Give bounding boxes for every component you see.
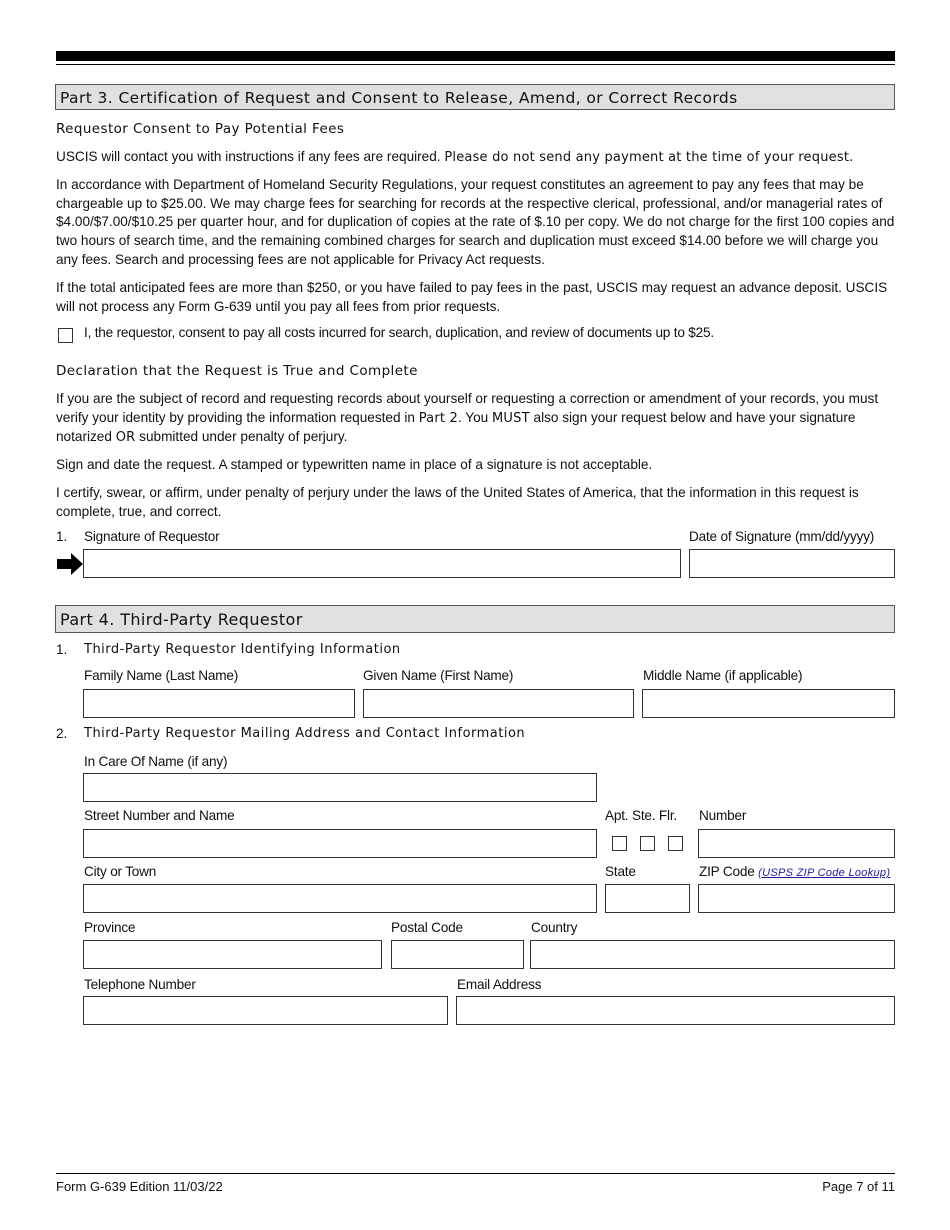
postal-code-field[interactable] <box>391 940 524 969</box>
decl-text-c: also sign your request below and have your signature notarized <box>56 409 856 445</box>
fees-paragraph-1 <box>56 148 896 168</box>
footer-rule <box>56 1173 895 1174</box>
or-emphasis: OR <box>115 430 136 446</box>
part4-item-1-number: 1. <box>56 642 68 657</box>
consent-checkbox[interactable] <box>58 328 73 343</box>
consent-checkbox-label: I, the requestor, consent to pay all costs incurred for search, duplication, and review of documents up to $25. <box>84 325 714 340</box>
part4-item-2-number: 2. <box>56 726 68 741</box>
telephone-field[interactable] <box>83 996 448 1025</box>
given-name-field[interactable] <box>363 689 634 718</box>
state-select[interactable] <box>605 884 690 913</box>
declaration-paragraph-2: Sign and date the request. A stamped or typewritten name in place of a signature is not acceptable. <box>56 457 653 472</box>
apt-checkbox[interactable] <box>612 836 627 851</box>
in-care-of-label: In Care Of Name (if any) <box>84 754 228 769</box>
province-label: Province <box>84 920 136 935</box>
number-label: Number <box>699 808 747 823</box>
declaration-heading: Declaration that the Request is True and Complete <box>56 363 418 379</box>
fees-paragraph-3: If the total anticipated fees are more than $250, or you have failed to pay fees in the past, USCIS may request an advance deposit. USCIS will not process any Form G-639 until you pay all fees from prior requests. <box>56 280 888 314</box>
arrow-right-icon <box>57 553 83 575</box>
identifying-info-heading: Third-Party Requestor Identifying Information <box>84 642 401 657</box>
mailing-address-heading: Third-Party Requestor Mailing Address and Contact Information <box>84 726 526 741</box>
item-1-number: 1. <box>56 529 68 544</box>
declaration-paragraph-3: I certify, swear, or affirm, under penalty of perjury under the laws of the United States of America, that the information in this request is complete, true, and correct. <box>56 485 859 519</box>
page-number: Page 7 of 11 <box>822 1179 895 1194</box>
province-field[interactable] <box>83 940 382 969</box>
zip-code-label <box>699 864 890 879</box>
must-emphasis: MUST <box>492 410 530 426</box>
email-field[interactable] <box>456 996 895 1025</box>
part3-header: Part 3. Certification of Request and Consent to Release, Amend, or Correct Records <box>55 84 895 110</box>
decl-text-b: . You <box>457 409 493 425</box>
given-name-label: Given Name (First Name) <box>363 668 514 683</box>
part2-reference: Part 2 <box>418 410 458 426</box>
date-of-signature-label: Date of Signature (mm/dd/yyyy) <box>689 529 875 544</box>
form-edition: Form G-639 Edition 11/03/22 <box>56 1179 223 1194</box>
fees-paragraph-2: In accordance with Department of Homeland Security Regulations, your request constitutes an agreement to pay any fees that may be chargeable up to $25.00. We may charge fees for searching for records at the respective clerical, professional, and/or managerial rates of $4.00/$7.00/$10.25 per quarter hour, and for duplication of copies at the rate of $.10 per copy. We do not charge for the first 100 copies and two hours of search time, and the remaining combined charges for search and duplication must exceed $14.00 before we will charge you any fees. Search and processing fees are not applicable for Privacy Act requests. <box>56 177 895 267</box>
part4-header: Part 4. Third-Party Requestor <box>55 605 895 633</box>
postal-code-label: Postal Code <box>391 920 463 935</box>
country-label: Country <box>531 920 578 935</box>
top-rule-thin <box>56 64 895 65</box>
date-of-signature-field[interactable] <box>689 549 895 578</box>
family-name-label: Family Name (Last Name) <box>84 668 239 683</box>
number-field[interactable] <box>698 829 895 858</box>
apt-ste-flr-label: Apt. Ste. Flr. <box>605 808 677 823</box>
street-field[interactable] <box>83 829 597 858</box>
telephone-label: Telephone Number <box>84 977 196 992</box>
middle-name-label: Middle Name (if applicable) <box>643 668 803 683</box>
top-rule-thick <box>56 51 895 61</box>
usps-zip-lookup-link[interactable]: (USPS ZIP Code Lookup) <box>758 867 891 879</box>
signature-label: Signature of Requestor <box>84 529 220 544</box>
fees-paragraph-1-text: USCIS will contact you with instructions if any fees are required. <box>56 149 445 164</box>
email-label: Email Address <box>457 977 542 992</box>
declaration-paragraph-1 <box>56 390 896 448</box>
ste-checkbox[interactable] <box>640 836 655 851</box>
zip-code-label-text: ZIP Code <box>699 864 759 879</box>
street-label: Street Number and Name <box>84 808 235 823</box>
city-label: City or Town <box>84 864 157 879</box>
fees-heading: Requestor Consent to Pay Potential Fees <box>56 121 345 137</box>
signature-field[interactable] <box>83 549 681 578</box>
flr-checkbox[interactable] <box>668 836 683 851</box>
decl-text-a: If you are the subject of record and requesting records about yourself or requesting a correction or amendment of your records, you must verify your identity by providing the information requested in <box>56 391 879 425</box>
country-field[interactable] <box>530 940 895 969</box>
family-name-field[interactable] <box>83 689 355 718</box>
city-field[interactable] <box>83 884 597 913</box>
zip-code-field[interactable] <box>698 884 895 913</box>
decl-text-d: submitted under penalty of perjury. <box>135 429 348 445</box>
no-payment-note: Please do not send any payment at the time of your request. <box>444 150 854 165</box>
state-label: State <box>605 864 636 879</box>
in-care-of-field[interactable] <box>83 773 597 802</box>
middle-name-field[interactable] <box>642 689 895 718</box>
